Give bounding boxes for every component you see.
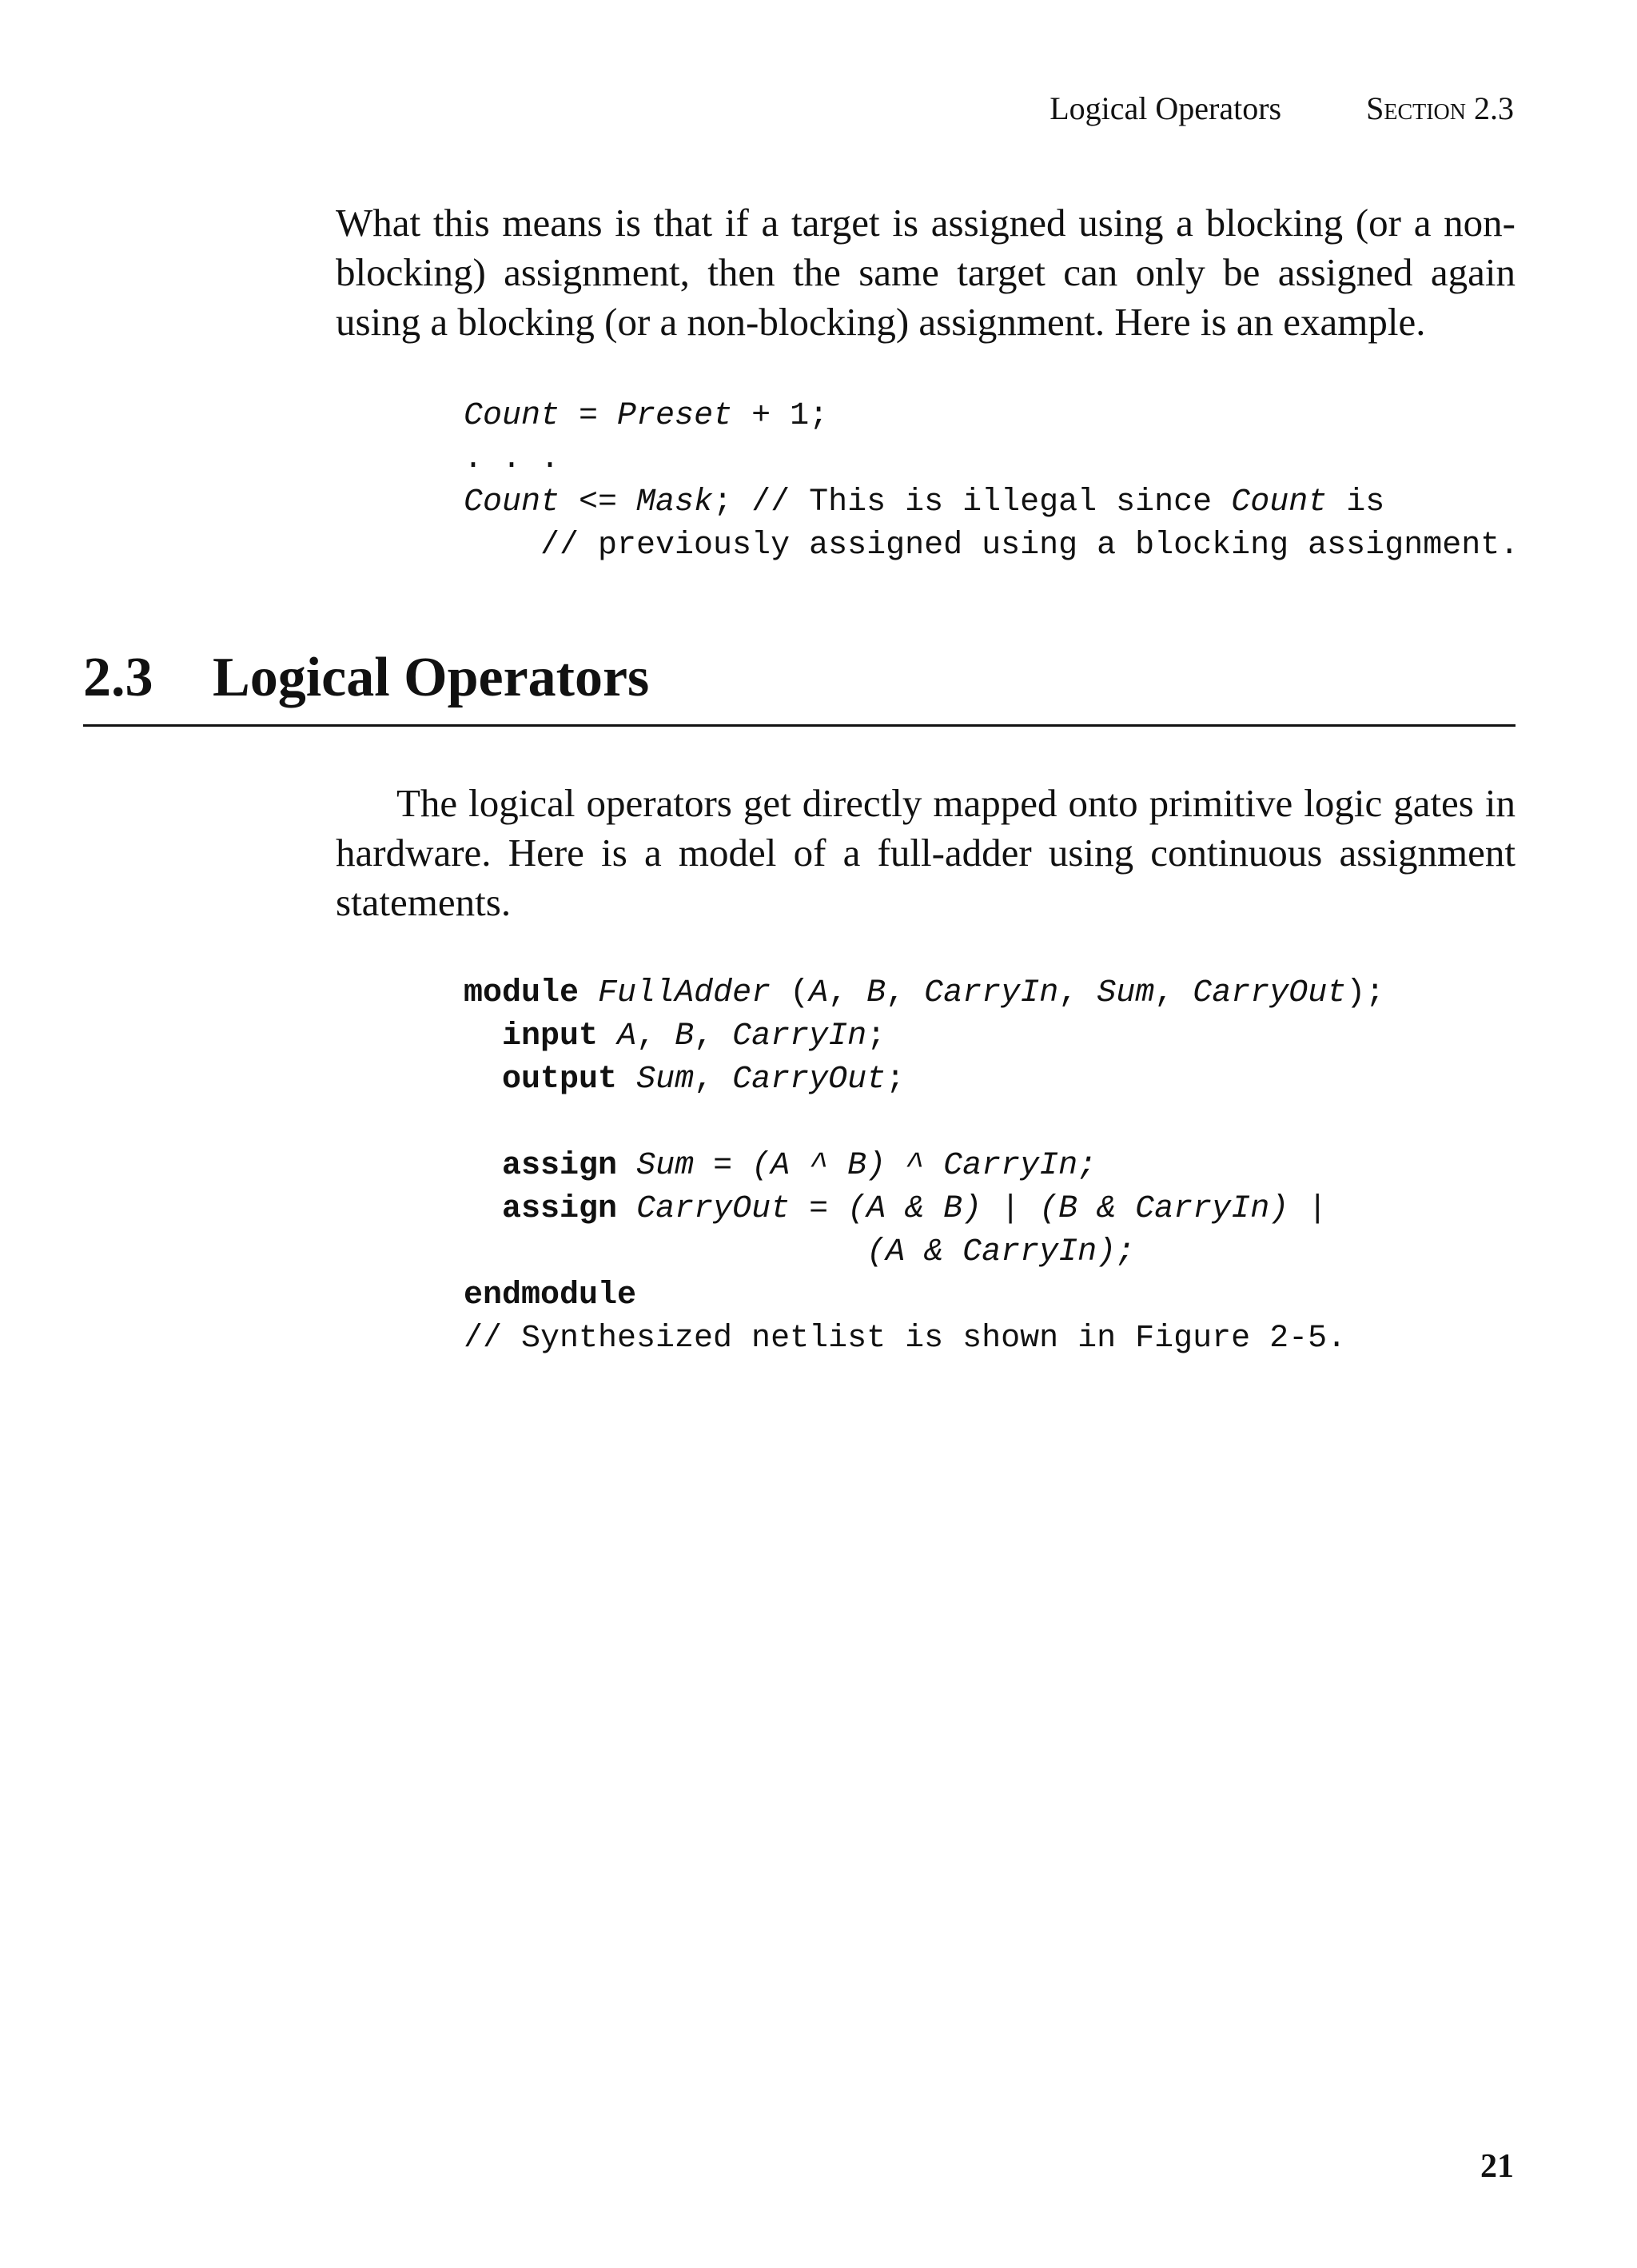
code-identifier: FullAdder xyxy=(598,975,771,1011)
code-keyword: module xyxy=(464,975,580,1011)
code-keyword: input xyxy=(502,1018,599,1054)
code-line: assign Sum = (A ^ B) ^ CarryIn; xyxy=(502,1148,1097,1184)
section-number: 2.3 xyxy=(83,647,153,708)
code-keyword: assign xyxy=(502,1191,618,1227)
code-line: Count = Preset + 1; xyxy=(464,398,829,434)
code-line: (A & CarryIn); xyxy=(866,1234,1136,1270)
page-number: 21 xyxy=(1480,2148,1514,2185)
section-heading xyxy=(83,646,649,710)
running-head-section-label: Section xyxy=(1366,90,1466,126)
code-comment: // previously assigned using a blocking assignment. xyxy=(540,528,1520,564)
code-identifier: Preset xyxy=(617,398,733,434)
code-identifier: Count xyxy=(464,484,560,520)
fulladder-code-block xyxy=(464,972,1384,1361)
running-head-section-number: 2.3 xyxy=(1474,90,1514,126)
code-line: Count <= Mask; // This is illegal since Count is xyxy=(464,484,1385,520)
code-identifier: Mask xyxy=(636,484,714,520)
code-keyword: output xyxy=(502,1062,618,1098)
section-paragraph: The logical operators get directly mapped onto primitive logic gates in hardware. Here is a model of a full-adder using continuous assignment statements. xyxy=(336,781,1516,924)
section-title: Logical Operators xyxy=(213,647,650,708)
code-line: assign CarryOut = (A & B) | (B & CarryIn) | xyxy=(502,1191,1328,1227)
example-code-block xyxy=(464,395,1519,568)
code-line: input A, B, CarryIn; xyxy=(502,1018,886,1054)
code-identifier: Count xyxy=(464,398,560,434)
section-rule xyxy=(83,724,1516,727)
code-line: module FullAdder (A, B, CarryIn, Sum, CarryOut); xyxy=(464,975,1385,1011)
code-keyword: endmodule xyxy=(464,1277,637,1313)
running-head-title: Logical Operators xyxy=(1050,90,1282,126)
code-comment: // This is illegal since xyxy=(732,484,1232,520)
code-keyword: assign xyxy=(502,1148,618,1184)
code-ellipsis: . . . xyxy=(464,441,560,477)
code-comment: // Synthesized netlist is shown in Figure 2-5. xyxy=(464,1321,1347,1357)
intro-paragraph: What this means is that if a target is assigned using a blocking (or a non-blocking) assignment, then the same target can only be assigned again using a blocking (or a non-blocking) assignment. Here is an example. xyxy=(336,201,1516,344)
code-identifier: Count xyxy=(1231,484,1328,520)
code-line: output Sum, CarryOut; xyxy=(502,1062,906,1098)
running-head xyxy=(1050,90,1514,127)
code-comment: is xyxy=(1327,484,1385,520)
